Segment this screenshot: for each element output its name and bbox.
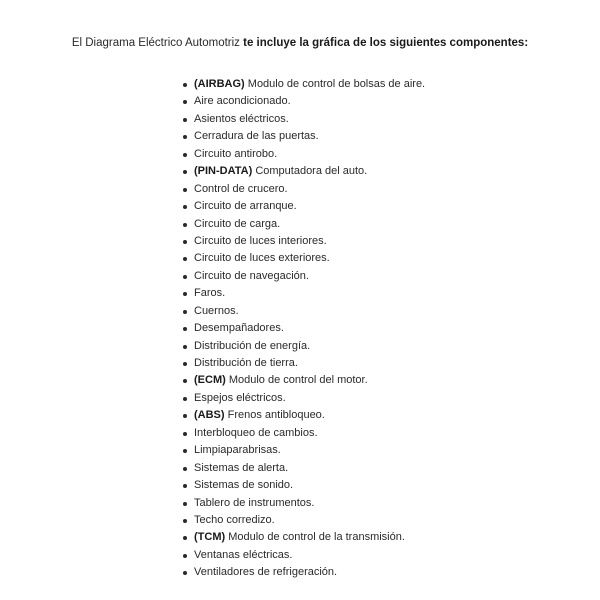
bullet-icon	[183, 467, 187, 471]
list-item	[183, 477, 425, 494]
list-item	[183, 372, 425, 389]
bullet-icon	[183, 240, 187, 244]
bullet-icon	[183, 449, 187, 453]
component-name: Techo corredizo.	[194, 513, 275, 526]
list-item	[183, 407, 425, 424]
component-name: Circuito de carga.	[194, 217, 281, 230]
component-name: Ventanas eléctricas.	[194, 548, 293, 561]
list-item	[183, 564, 425, 581]
component-list	[183, 76, 425, 582]
component-name: Cerradura de las puertas.	[194, 130, 319, 143]
component-name: Circuito de arranque.	[194, 200, 297, 213]
list-item	[183, 128, 425, 145]
bullet-icon	[183, 554, 187, 558]
component-name: Circuito antirobo.	[194, 147, 278, 160]
list-item	[183, 198, 425, 215]
component-name: Desempañadores.	[194, 322, 284, 335]
list-item	[183, 442, 425, 459]
bullet-icon	[183, 502, 187, 506]
bullet-icon	[183, 205, 187, 209]
bullet-icon	[183, 153, 187, 157]
list-item	[183, 390, 425, 407]
component-code: (ECM)	[194, 374, 226, 387]
list-item	[183, 76, 425, 93]
component-name: Sistemas de alerta.	[194, 461, 289, 474]
component-name: Sistemas de sonido.	[194, 479, 294, 492]
bullet-icon	[183, 536, 187, 540]
bullet-icon	[183, 379, 187, 383]
component-name: Asientos eléctricos.	[194, 112, 289, 125]
list-item	[183, 250, 425, 267]
component-code: (TCM)	[194, 531, 226, 544]
intro-paragraph	[0, 35, 600, 52]
list-item	[183, 146, 425, 163]
list-item	[183, 460, 425, 477]
list-item	[183, 355, 425, 372]
list-item	[183, 163, 425, 180]
list-item	[183, 495, 425, 512]
bullet-icon	[183, 135, 187, 139]
bullet-icon	[183, 118, 187, 122]
component-name: Circuito de navegación.	[194, 269, 309, 282]
component-name: Circuito de luces interiores.	[194, 234, 327, 247]
bullet-icon	[183, 275, 187, 279]
list-item	[183, 512, 425, 529]
list-item	[183, 216, 425, 233]
list-item	[183, 181, 425, 198]
list-item	[183, 303, 425, 320]
component-code: (AIRBAG)	[194, 78, 245, 90]
intro-bold-text: te incluye la gráfica de los siguientes componentes:	[243, 37, 529, 49]
list-item	[183, 547, 425, 564]
list-item	[183, 285, 425, 302]
bullet-icon	[183, 257, 187, 261]
component-name: Modulo de control de la transmisión.	[228, 531, 405, 544]
list-item	[183, 338, 425, 355]
component-name: Espejos eléctricos.	[194, 391, 286, 404]
bullet-icon	[183, 362, 187, 366]
component-name: Circuito de luces exteriores.	[194, 252, 330, 265]
component-name: Faros.	[194, 287, 226, 300]
list-item	[183, 425, 425, 442]
component-name: Control de crucero.	[194, 182, 288, 195]
bullet-icon	[183, 432, 187, 436]
bullet-icon	[183, 345, 187, 349]
component-name: Limpiaparabrisas.	[194, 444, 281, 457]
bullet-icon	[183, 484, 187, 488]
bullet-icon	[183, 100, 187, 104]
bullet-icon	[183, 310, 187, 314]
bullet-icon	[183, 83, 187, 87]
component-name: Ventiladores de refrigeración.	[194, 566, 338, 579]
component-name: Distribución de tierra.	[194, 357, 298, 369]
bullet-icon	[183, 327, 187, 331]
component-name: Computadora del auto.	[255, 165, 368, 178]
bullet-icon	[183, 397, 187, 401]
component-name: Aire acondicionado.	[194, 95, 291, 108]
bullet-icon	[183, 170, 187, 174]
list-item	[183, 111, 425, 128]
list-item	[183, 233, 425, 250]
component-code: (PIN-DATA)	[194, 165, 253, 178]
component-name: Distribución de energía.	[194, 339, 311, 352]
bullet-icon	[183, 188, 187, 192]
intro-text: El Diagrama Eléctrico Automotriz	[71, 37, 244, 49]
bullet-icon	[183, 571, 187, 575]
component-name: Modulo de control de bolsas de aire.	[247, 78, 426, 90]
list-item	[183, 320, 425, 337]
component-name: Cuernos.	[194, 304, 239, 317]
component-name: Tablero de instrumentos.	[194, 496, 315, 509]
component-name: Frenos antibloqueo.	[227, 409, 325, 422]
component-name: Interbloqueo de cambios.	[194, 426, 318, 439]
list-item	[183, 268, 425, 285]
bullet-icon	[183, 292, 187, 296]
list-item	[183, 529, 425, 546]
bullet-icon	[183, 414, 187, 418]
component-name: Modulo de control del motor.	[228, 374, 368, 387]
bullet-icon	[183, 519, 187, 523]
component-code: (ABS)	[194, 409, 225, 422]
list-item	[183, 93, 425, 110]
bullet-icon	[183, 223, 187, 227]
